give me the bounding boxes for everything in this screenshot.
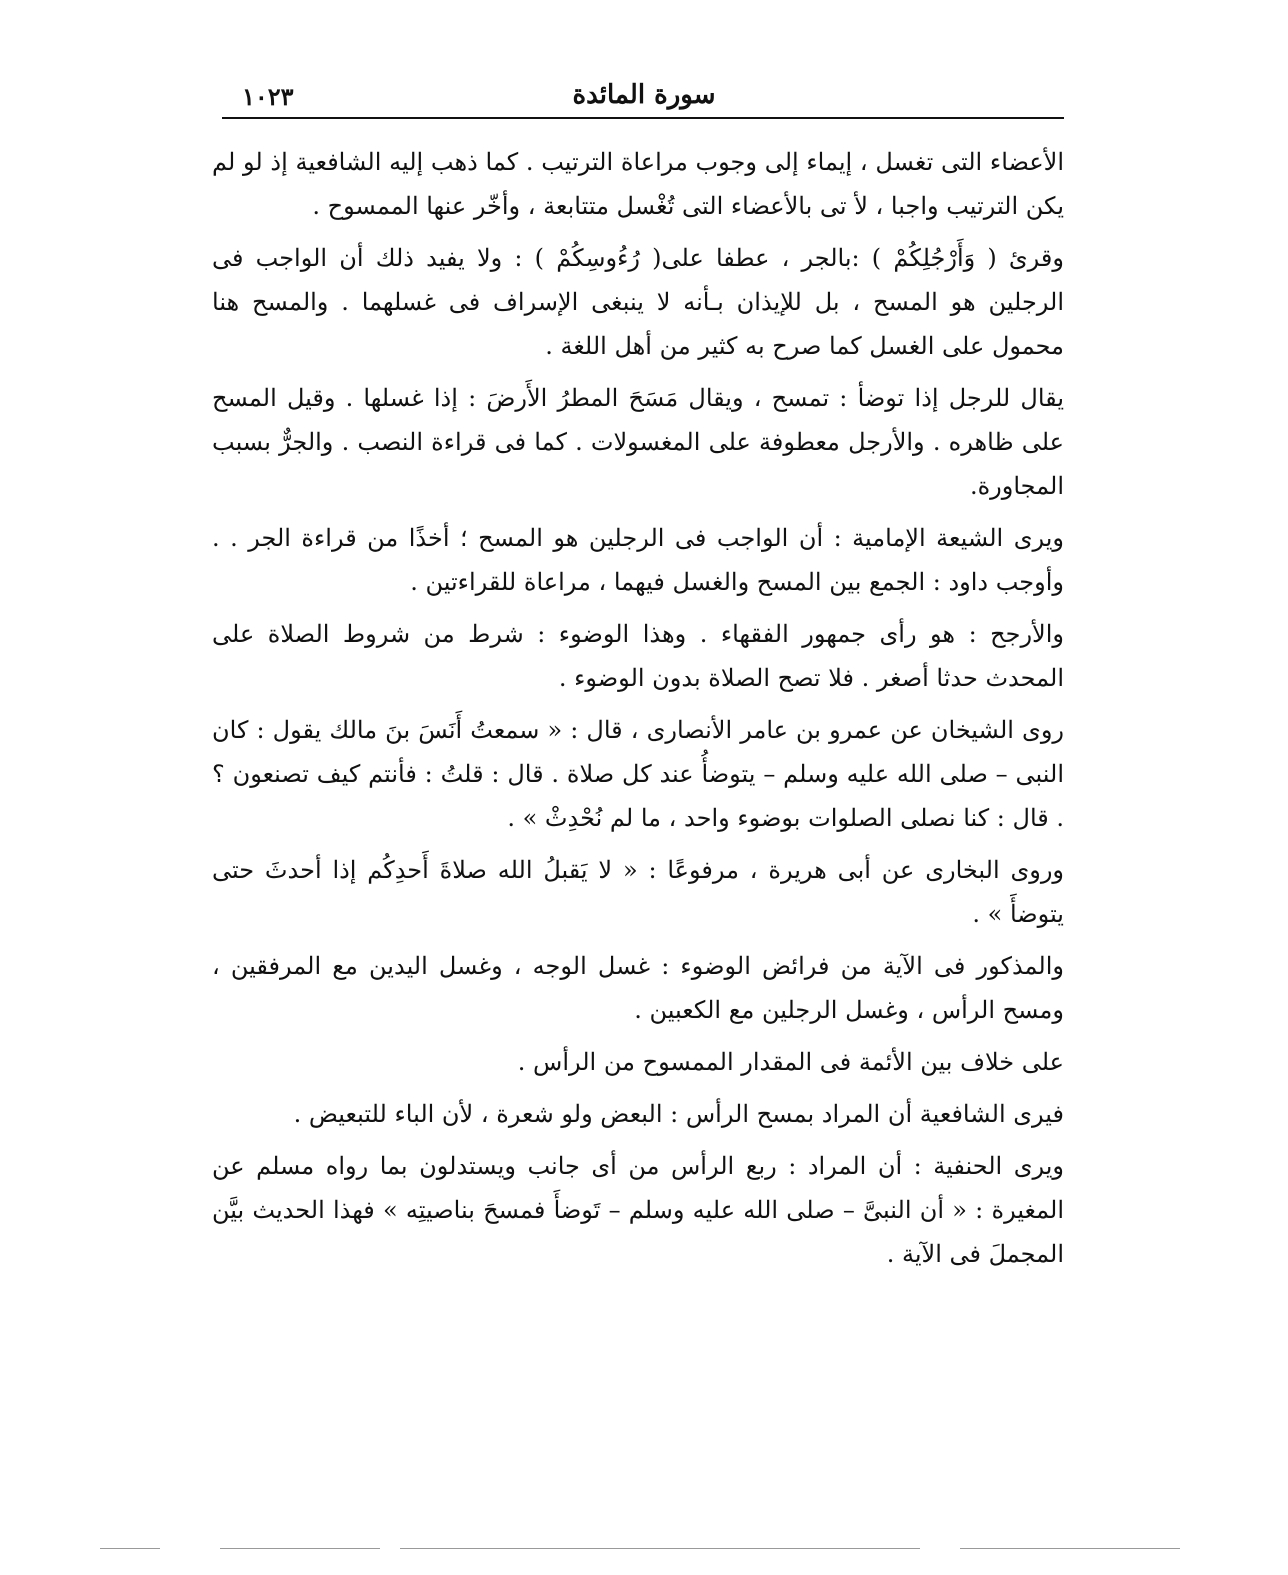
- paragraph-8: والمذكور فى الآية من فرائض الوضوء : غسل الوجه ، وغسل اليدين مع المرفقين ، ومسح الرأس ، وغسل الرجلين مع الكعبين .: [212, 952, 1064, 1024]
- paragraph-4: ويرى الشيعة الإمامية : أن الواجب فى الرجلين هو المسح ؛ أخذًا من قراءة الجر . . وأوجب داود : الجمع بين المسح والغسل فيهما ، مراعاة للقراءتين .: [212, 524, 1064, 596]
- paragraph-7: وروى البخارى عن أبى هريرة ، مرفوعًا : « لا يَقبلُ الله صلاةَ أَحدِكُم إذا أحدثَ حتى يتوضأَ » .: [212, 856, 1064, 928]
- paragraph-6: روى الشيخان عن عمرو بن عامر الأنصارى ، قال : « سمعتُ أَنَسَ بنَ مالك يقول : كان النبى – صلى الله عليه وسلم – يتوضأُ عند كل صلاة . قال : قلتُ : فأنتم كيف تصنعون ؟ . قال : كنا نصلى الصلوات بوضوء واحد ، ما لم نُحْدِثْ » .: [212, 716, 1065, 832]
- page-header: [228, 76, 1060, 120]
- scan-edge-lines: [100, 1548, 1200, 1552]
- scan-edge-line: [220, 1548, 380, 1549]
- scan-edge-line: [400, 1548, 920, 1549]
- page-number: ١٠٢٣: [242, 82, 294, 111]
- surah-title: سورة المائدة: [572, 80, 716, 110]
- paragraph-11: ويرى الحنفية : أن المراد : ربع الرأس من أى جانب ويستدلون بما رواه مسلم عن المغيرة : « أن النبىَّ – صلى الله عليه وسلم – تَوضأَ فمسحَ بناصيتِه » فهذا الحديث بيَّن المجملَ فى الآية .: [212, 1152, 1064, 1268]
- scan-edge-line: [100, 1548, 160, 1549]
- paragraph-2: وقرئ ( وَأَرْجُلِكُمْ ) :بالجر ، عطفا على( رُءُوسِكُمْ ) : ولا يفيد ذلك أن الواجب فى الرجلين هو المسح ، بل للإيذان بـأنه لا ينبغى الإسراف فى غسلهما . والمسح هنا محمول على الغسل كما صرح به كثير من أهل اللغة .: [212, 244, 1064, 360]
- paragraph-5: والأرجح : هو رأى جمهور الفقهاء . وهذا الوضوء : شرط من شروط الصلاة على المحدث حدثا أصغر . فلا تصح الصلاة بدون الوضوء .: [212, 620, 1064, 692]
- paragraph-1: الأعضاء التى تغسل ، إيماء إلى وجوب مراعاة الترتيب . كما ذهب إليه الشافعية إذ لو لم يكن الترتيب واجبا ، لأ تى بالأعضاء التى تُغْسل متتابعة ، وأخّر عنها الممسوح .: [212, 148, 1064, 220]
- paragraph-9: على خلاف بين الأئمة فى المقدار الممسوح من الرأس .: [517, 1048, 1064, 1076]
- header-divider: [222, 117, 1064, 119]
- scan-edge-line: [960, 1548, 1180, 1549]
- paragraph-3: يقال للرجل إذا توضأ : تمسح ، ويقال مَسَحَ المطرُ الأَرضَ : إذا غسلها . وقيل المسح على ظاهره . والأرجل معطوفة على المغسولات . كما فى قراءة النصب . والجرٌّ بسبب المجاورة.: [212, 384, 1064, 500]
- page-body: [212, 140, 1064, 1276]
- paragraph-10: فيرى الشافعية أن المراد بمسح الرأس : البعض ولو شعرة ، لأن الباء للتبعيض .: [293, 1100, 1064, 1128]
